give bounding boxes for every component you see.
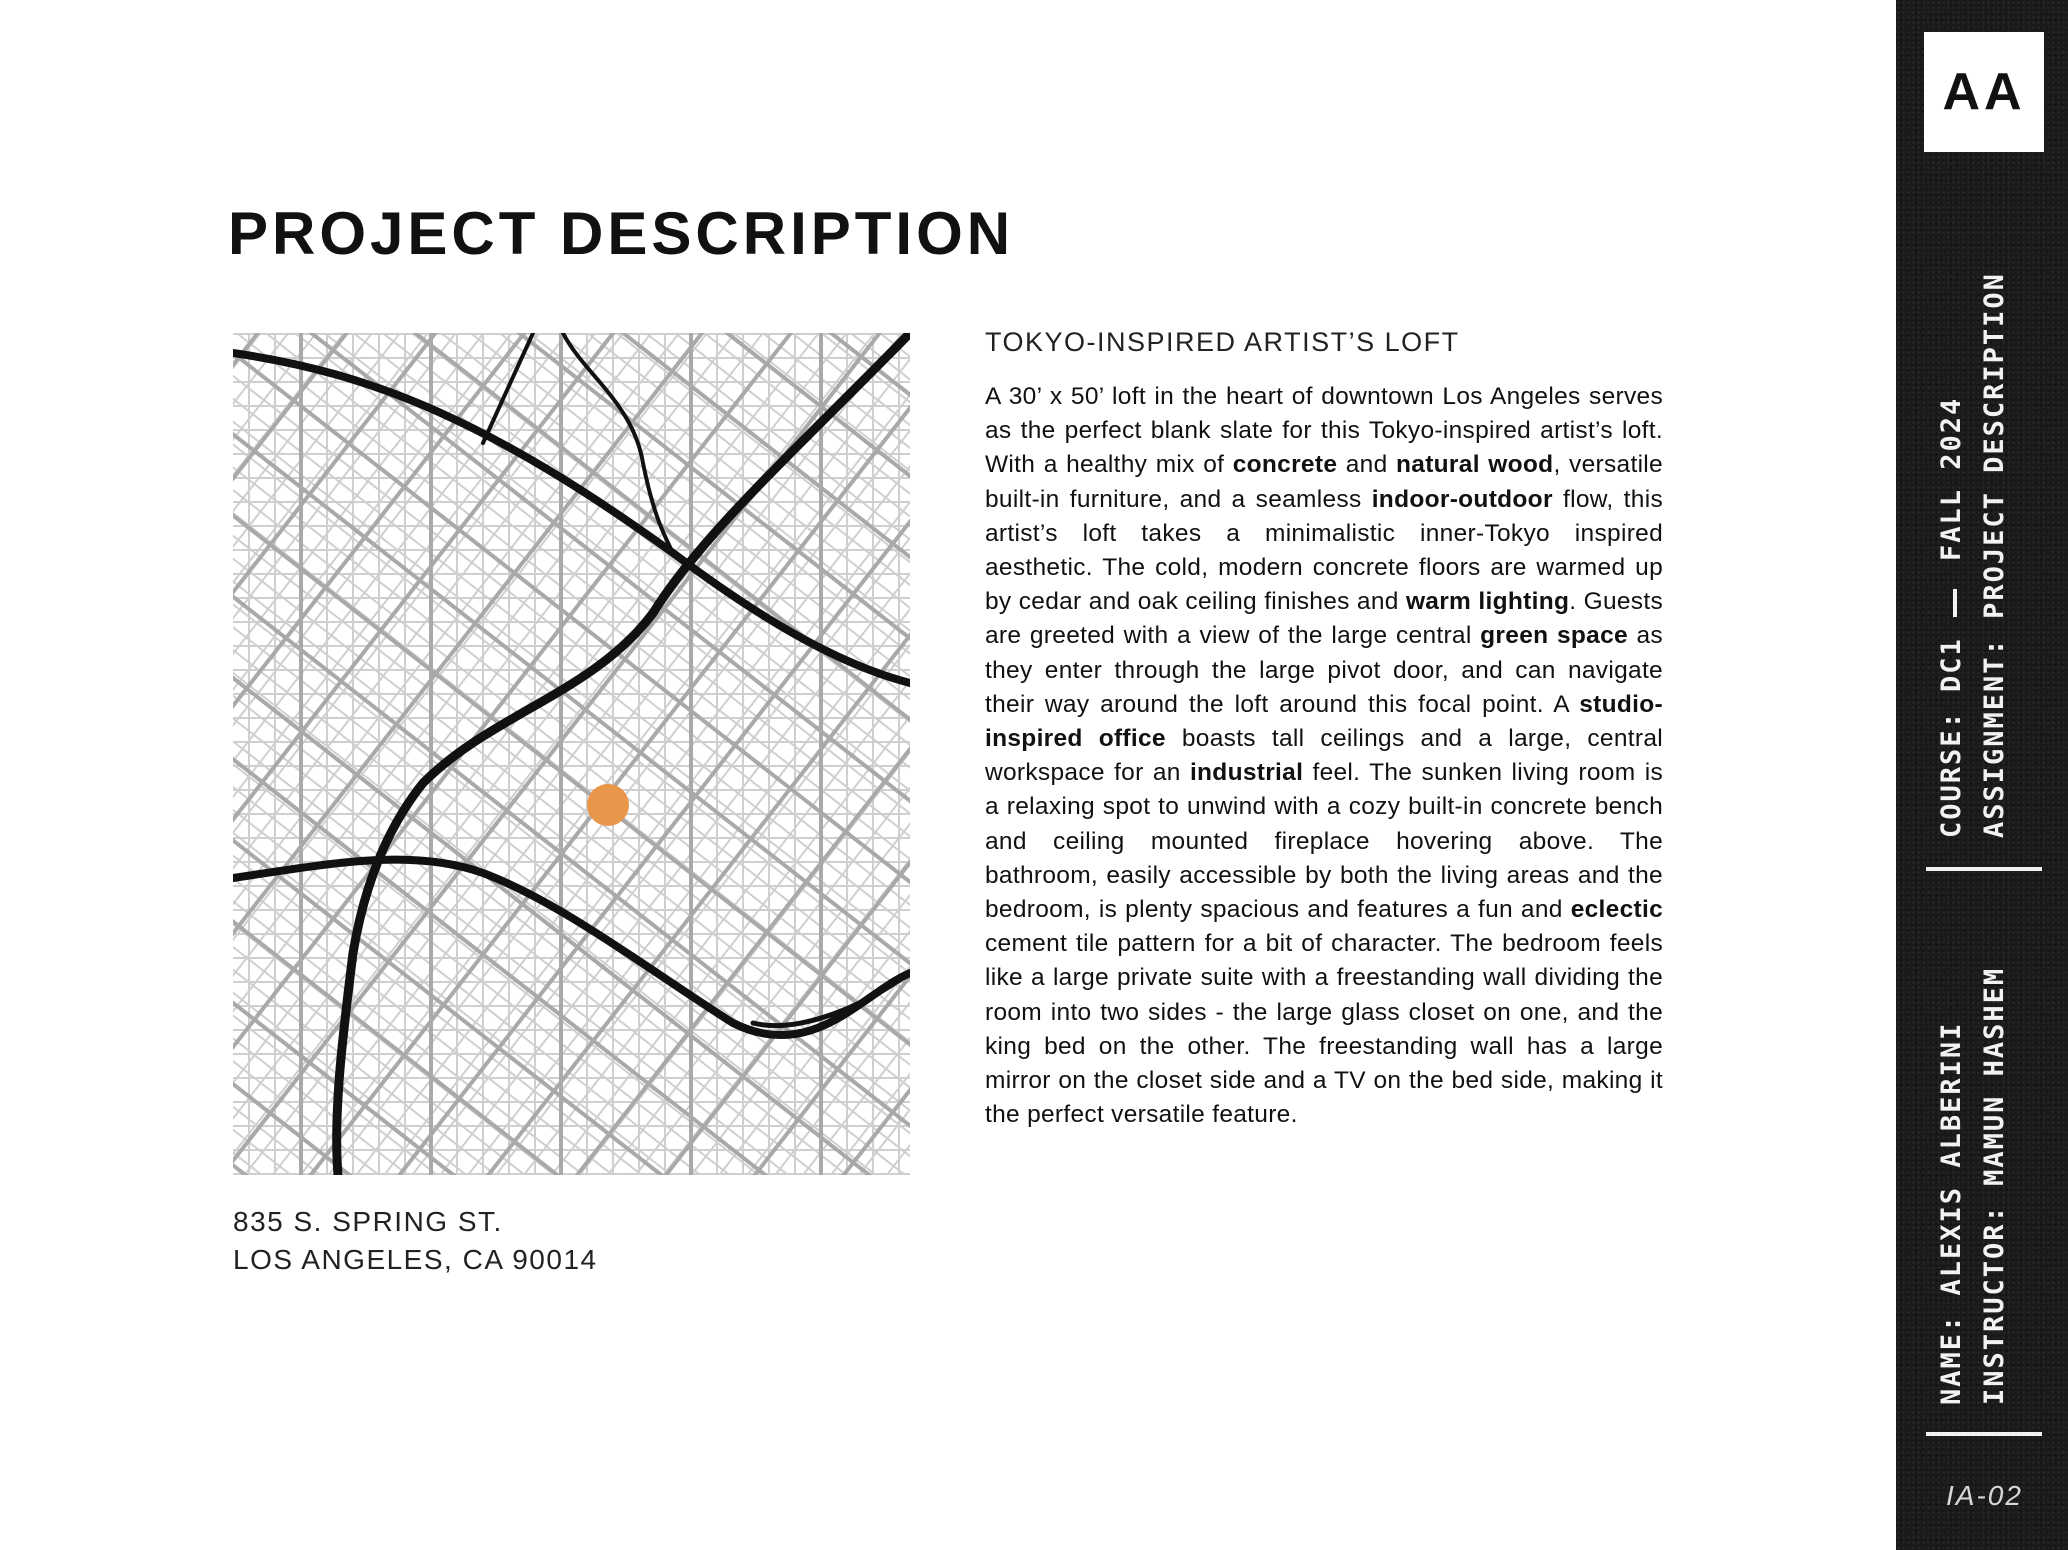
description-text: cement tile pattern for a bit of character. The bedroom feels like a large private suite with a freestanding wall dividing the room into two sides - the large glass closet on one, and the king bed on the other. The freestanding wall has a large mirror on the closet side and a TV on the bed side, making it the perfect versatile feature. <box>985 930 1663 1129</box>
page-title: PROJECT DESCRIPTION <box>228 200 1015 267</box>
description-emphasis: indoor-outdoor <box>1371 485 1553 513</box>
project-description <box>985 380 1663 1132</box>
description-text: , versatile built-in furniture, and a seamless <box>985 451 1663 513</box>
description-emphasis: green space <box>1480 622 1628 650</box>
description-text: . Guests are greeted with a view of the large central <box>985 588 1663 650</box>
description-emphasis: eclectic <box>1570 896 1663 924</box>
location-map <box>233 333 910 1175</box>
description-emphasis: warm lighting <box>1405 588 1570 616</box>
description-text: A 30’ x 50’ loft in the heart of downtown Los Angeles serves as the perfect blank slate for this Tokyo-inspired artist’s loft. With a healthy mix of <box>985 383 1663 479</box>
sidebar-divider-top <box>1926 867 2042 871</box>
description-text: flow, this artist’s loft takes a minimalistic inner-Tokyo inspired aesthetic. The cold, modern concrete floors are warmed up by cedar and oak ceiling finishes and <box>985 485 1663 616</box>
page-number: IA-02 <box>1946 1480 2023 1511</box>
description-text: feel. The sunken living room is a relaxing spot to unwind with a cozy built-in concrete bench and ceiling mounted fireplace hovering above. The bathroom, easily accessible by both the living areas and the bedroom, is plenty spacious and features a fun and <box>985 759 1663 924</box>
description-text: boasts tall ceilings and a large, central workspace for an <box>985 725 1663 787</box>
description-text: as they enter through the large pivot door, and can navigate their way around the loft around this focal point. A <box>985 622 1663 718</box>
instructor-name: INSTRUCTOR: MAMUN HASHEM <box>1979 966 2010 1405</box>
address-line-city: LOS ANGELES, CA 90014 <box>233 1244 598 1275</box>
course-label: COURSE: DC1 <box>1936 637 1967 838</box>
address <box>233 1203 598 1279</box>
address-line-street: 835 S. SPRING ST. <box>233 1206 503 1237</box>
description-emphasis: natural wood <box>1396 451 1554 479</box>
sidebar-divider-bottom <box>1926 1432 2042 1436</box>
description-text: and <box>1337 451 1397 479</box>
course-term-divider <box>1953 589 1957 617</box>
project-subtitle: TOKYO-INSPIRED ARTIST’S LOFT <box>985 327 1460 357</box>
description-emphasis: industrial <box>1189 759 1304 787</box>
term-label: FALL 2024 <box>1936 396 1967 561</box>
logo-text: AA <box>1942 63 2026 121</box>
location-marker <box>587 784 629 826</box>
logo <box>1924 32 2044 152</box>
description-emphasis: studio-inspired office <box>985 690 1663 753</box>
assignment-label: ASSIGNMENT: PROJECT DESCRIPTION <box>1979 272 2010 838</box>
description-emphasis: concrete <box>1232 451 1338 479</box>
student-name: NAME: ALEXIS ALBERINI <box>1936 1021 1967 1405</box>
street-map <box>233 333 910 1175</box>
